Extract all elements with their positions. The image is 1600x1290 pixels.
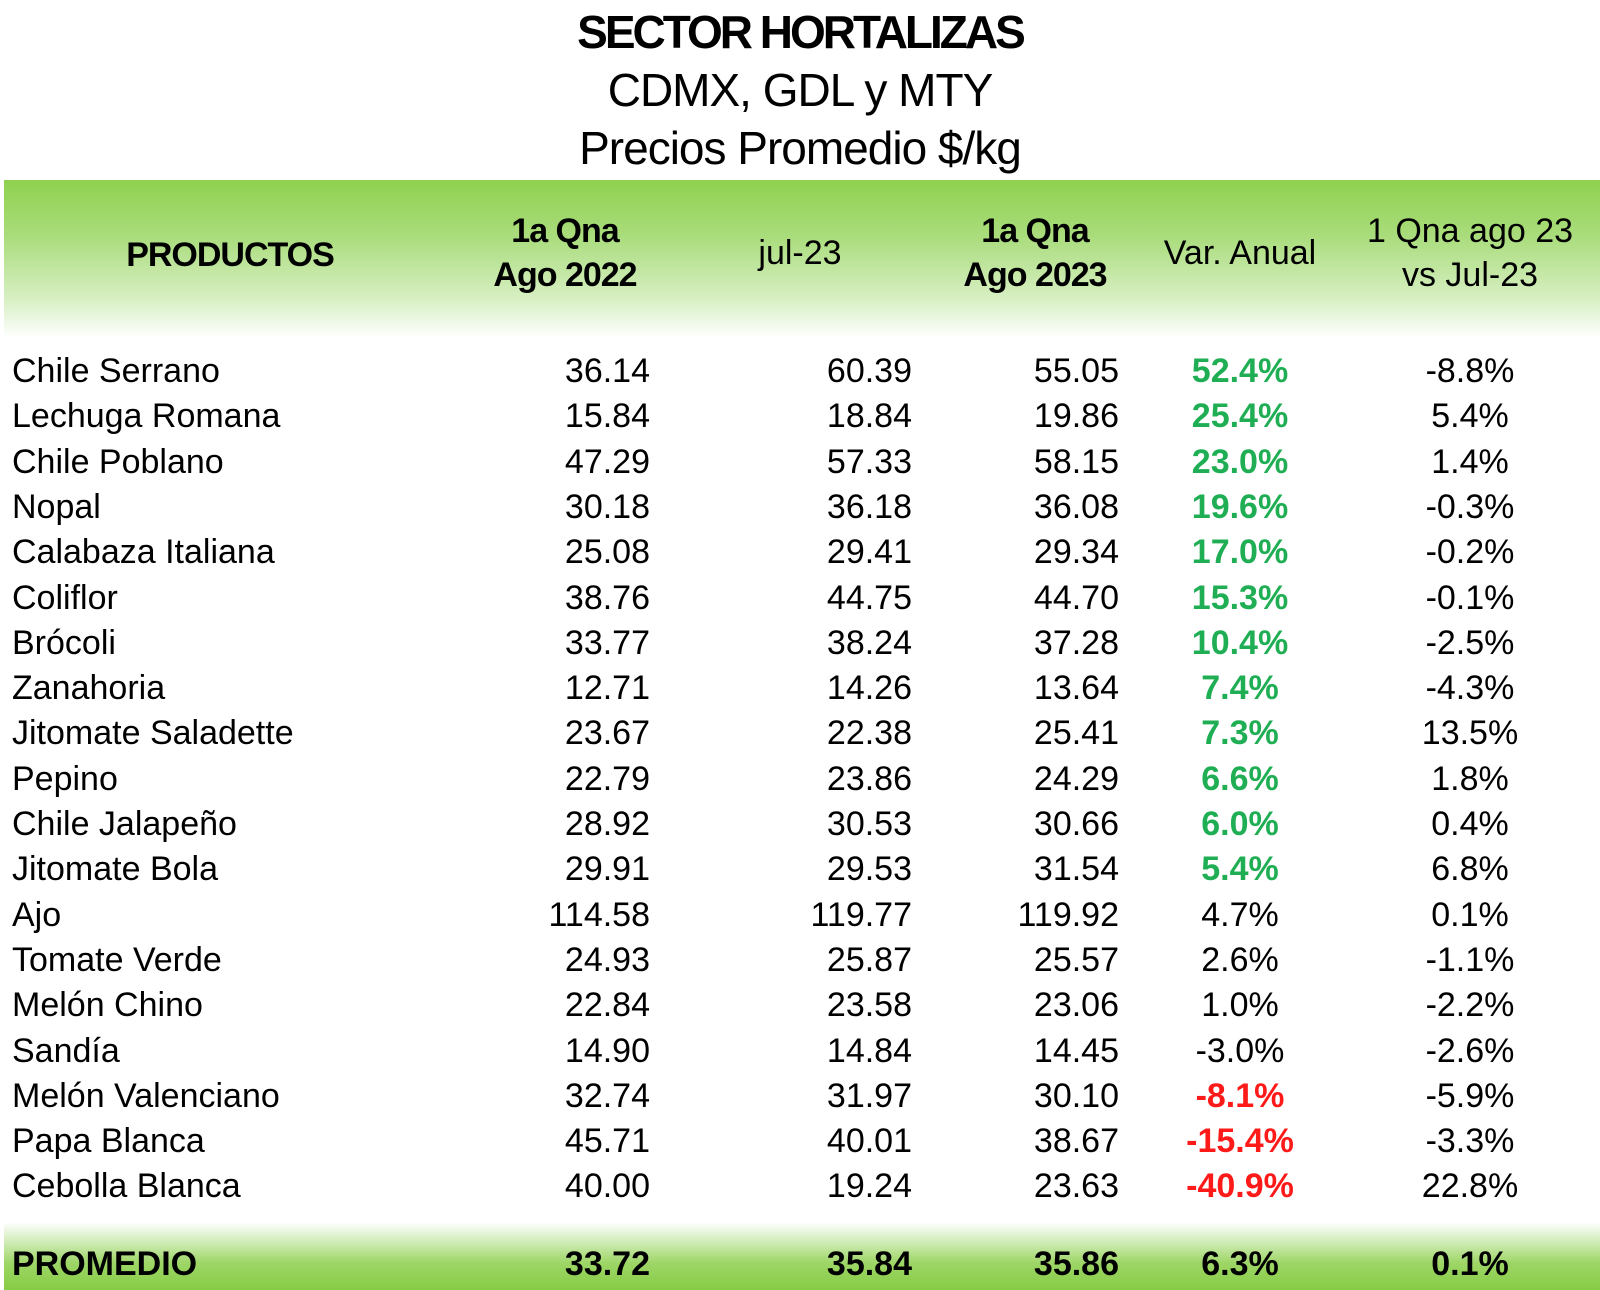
table-row bbox=[0, 1164, 1600, 1209]
header-col-vs-jul-line2: vs Jul-23 bbox=[1401, 256, 1539, 294]
price-ago2023: 24.29 bbox=[1033, 759, 1119, 798]
var-anual: 17.0% bbox=[1191, 533, 1289, 572]
product-name: Chile Poblano bbox=[12, 442, 224, 481]
price-ago2023: 14.45 bbox=[1033, 1031, 1119, 1070]
price-jul23: 30.53 bbox=[826, 805, 912, 843]
price-ago2023: 58.15 bbox=[1033, 442, 1119, 481]
price-jul23: 31.97 bbox=[826, 1076, 912, 1115]
header-col-ago2022-line1: 1a Qna bbox=[511, 212, 619, 250]
var-vs-jul: 22.8% bbox=[1421, 1167, 1519, 1206]
footer-label: PROMEDIO bbox=[12, 1245, 198, 1283]
price-jul23: 57.33 bbox=[826, 442, 912, 481]
product-name: Melón Valenciano bbox=[12, 1076, 280, 1115]
price-ago2023: 23.06 bbox=[1033, 986, 1119, 1025]
var-vs-jul: -2.2% bbox=[1425, 986, 1515, 1025]
var-anual: -8.1% bbox=[1195, 1076, 1285, 1115]
price-ago2022: 33.77 bbox=[564, 623, 650, 662]
var-vs-jul: 5.4% bbox=[1431, 397, 1509, 436]
title-cities: CDMX, GDL y MTY bbox=[607, 64, 993, 116]
header-col-ago2022-line2: Ago 2022 bbox=[493, 256, 637, 294]
header-col-var-anual: Var. Anual bbox=[1163, 234, 1317, 272]
price-ago2022: 40.00 bbox=[564, 1167, 650, 1206]
table-row bbox=[0, 349, 1600, 394]
price-jul23: 19.24 bbox=[826, 1167, 912, 1206]
var-anual: 6.0% bbox=[1201, 805, 1279, 843]
product-name: Jitomate Saladette bbox=[12, 714, 294, 753]
product-name: Zanahoria bbox=[12, 669, 166, 708]
price-ago2022: 22.79 bbox=[564, 759, 650, 798]
footer-ago2023: 35.86 bbox=[1033, 1245, 1119, 1283]
table-row bbox=[0, 530, 1600, 575]
product-name: Ajo bbox=[12, 895, 62, 934]
product-name: Chile Serrano bbox=[12, 352, 220, 390]
table-row bbox=[0, 576, 1600, 621]
product-name: Brócoli bbox=[12, 623, 116, 662]
footer-ago2022: 33.72 bbox=[564, 1245, 650, 1283]
var-anual: -15.4% bbox=[1186, 1122, 1294, 1161]
product-name: Lechuga Romana bbox=[12, 397, 281, 436]
var-vs-jul: 13.5% bbox=[1421, 714, 1519, 753]
var-vs-jul: -2.5% bbox=[1425, 623, 1515, 662]
var-anual: 25.4% bbox=[1191, 397, 1289, 436]
price-jul23: 60.39 bbox=[826, 352, 912, 390]
var-vs-jul: -3.3% bbox=[1425, 1122, 1515, 1161]
footer-jul23: 35.84 bbox=[826, 1245, 912, 1283]
table-row bbox=[0, 1074, 1600, 1119]
var-vs-jul: 1.8% bbox=[1431, 759, 1509, 798]
price-ago2023: 55.05 bbox=[1033, 352, 1119, 390]
price-ago2023: 31.54 bbox=[1033, 850, 1119, 889]
header-col-ago2023-line1: 1a Qna bbox=[981, 212, 1089, 250]
price-ago2023: 25.57 bbox=[1033, 940, 1119, 979]
product-name: Chile Jalapeño bbox=[12, 805, 237, 843]
price-ago2022: 114.58 bbox=[548, 895, 650, 934]
table-row bbox=[0, 666, 1600, 711]
table-row bbox=[0, 893, 1600, 938]
price-ago2023: 29.34 bbox=[1033, 533, 1119, 572]
header-productos: PRODUCTOS bbox=[126, 236, 334, 274]
header-col-jul23: jul-23 bbox=[758, 234, 842, 272]
var-anual: 23.0% bbox=[1191, 442, 1289, 481]
var-vs-jul: 0.4% bbox=[1431, 805, 1509, 843]
var-vs-jul: -1.1% bbox=[1425, 940, 1515, 979]
table-row bbox=[0, 757, 1600, 802]
var-anual: 10.4% bbox=[1191, 623, 1289, 662]
var-anual: 19.6% bbox=[1191, 487, 1289, 526]
price-jul23: 23.86 bbox=[826, 759, 912, 798]
product-name: Pepino bbox=[12, 759, 118, 798]
product-name: Calabaza Italiana bbox=[12, 533, 275, 572]
price-ago2022: 30.18 bbox=[564, 487, 650, 526]
var-vs-jul: -5.9% bbox=[1425, 1076, 1515, 1115]
table-footer-row bbox=[0, 1242, 1600, 1287]
price-ago2022: 28.92 bbox=[564, 805, 650, 843]
price-ago2022: 45.71 bbox=[564, 1122, 650, 1161]
price-jul23: 119.77 bbox=[810, 895, 912, 934]
product-name: Coliflor bbox=[12, 578, 118, 617]
var-anual: 52.4% bbox=[1191, 352, 1289, 390]
price-jul23: 29.53 bbox=[826, 850, 912, 889]
var-anual: 7.4% bbox=[1201, 669, 1279, 708]
var-anual: 1.0% bbox=[1201, 986, 1279, 1025]
price-ago2022: 15.84 bbox=[564, 397, 650, 436]
var-anual: -40.9% bbox=[1186, 1167, 1294, 1206]
price-ago2022: 29.91 bbox=[564, 850, 650, 889]
var-anual: 4.7% bbox=[1201, 895, 1279, 934]
price-jul23: 18.84 bbox=[826, 397, 912, 436]
header-col-vs-jul bbox=[1350, 209, 1590, 297]
title-units: Precios Promedio $/kg bbox=[579, 122, 1021, 174]
price-ago2022: 36.14 bbox=[564, 352, 650, 390]
table-row bbox=[0, 711, 1600, 756]
var-anual: -3.0% bbox=[1195, 1031, 1285, 1070]
price-ago2022: 12.71 bbox=[564, 669, 650, 708]
product-name: Nopal bbox=[12, 487, 101, 526]
table-row bbox=[0, 802, 1600, 847]
header-col-ago2023 bbox=[920, 209, 1150, 297]
table-row bbox=[0, 1119, 1600, 1164]
price-jul23: 25.87 bbox=[826, 940, 912, 979]
header-col-ago2022 bbox=[450, 209, 680, 297]
var-anual: 15.3% bbox=[1191, 578, 1289, 617]
title-sector: SECTOR HORTALIZAS bbox=[577, 6, 1023, 58]
price-ago2022: 14.90 bbox=[564, 1031, 650, 1070]
var-vs-jul: 1.4% bbox=[1431, 442, 1509, 481]
price-ago2023: 19.86 bbox=[1033, 397, 1119, 436]
price-jul23: 14.84 bbox=[826, 1031, 912, 1070]
price-jul23: 23.58 bbox=[826, 986, 912, 1025]
price-ago2023: 36.08 bbox=[1033, 487, 1119, 526]
table-row bbox=[0, 1029, 1600, 1074]
price-ago2022: 25.08 bbox=[564, 533, 650, 572]
var-vs-jul: -8.8% bbox=[1425, 352, 1515, 390]
var-vs-jul: -0.1% bbox=[1425, 578, 1515, 617]
var-vs-jul: -2.6% bbox=[1425, 1031, 1515, 1070]
price-jul23: 29.41 bbox=[826, 533, 912, 572]
price-ago2022: 22.84 bbox=[564, 986, 650, 1025]
table-row bbox=[0, 621, 1600, 666]
footer-vs: 0.1% bbox=[1431, 1245, 1509, 1283]
table-row bbox=[0, 938, 1600, 983]
price-ago2023: 44.70 bbox=[1033, 578, 1119, 617]
product-name: Jitomate Bola bbox=[12, 850, 218, 889]
price-ago2023: 38.67 bbox=[1033, 1122, 1119, 1161]
var-vs-jul: -0.2% bbox=[1425, 533, 1515, 572]
price-ago2022: 24.93 bbox=[564, 940, 650, 979]
price-ago2023: 23.63 bbox=[1033, 1167, 1119, 1206]
price-jul23: 22.38 bbox=[826, 714, 912, 753]
price-ago2022: 32.74 bbox=[564, 1076, 650, 1115]
table-row bbox=[0, 440, 1600, 485]
price-jul23: 14.26 bbox=[826, 669, 912, 708]
price-ago2023: 119.92 bbox=[1017, 895, 1119, 934]
product-name: Tomate Verde bbox=[12, 940, 222, 979]
footer-var: 6.3% bbox=[1201, 1245, 1279, 1283]
price-ago2022: 47.29 bbox=[564, 442, 650, 481]
price-ago2023: 25.41 bbox=[1033, 714, 1119, 753]
price-ago2023: 13.64 bbox=[1033, 669, 1119, 708]
price-ago2023: 37.28 bbox=[1033, 623, 1119, 662]
product-name: Cebolla Blanca bbox=[12, 1167, 241, 1206]
price-jul23: 44.75 bbox=[826, 578, 912, 617]
price-jul23: 36.18 bbox=[826, 487, 912, 526]
var-vs-jul: 0.1% bbox=[1431, 895, 1509, 934]
var-anual: 2.6% bbox=[1201, 940, 1279, 979]
var-anual: 5.4% bbox=[1201, 850, 1279, 889]
table-row bbox=[0, 394, 1600, 439]
price-ago2022: 38.76 bbox=[564, 578, 650, 617]
product-name: Melón Chino bbox=[12, 986, 203, 1025]
table-row bbox=[0, 485, 1600, 530]
price-ago2023: 30.10 bbox=[1033, 1076, 1119, 1115]
table-row bbox=[0, 983, 1600, 1028]
price-jul23: 38.24 bbox=[826, 623, 912, 662]
price-ago2022: 23.67 bbox=[564, 714, 650, 753]
var-anual: 6.6% bbox=[1201, 759, 1279, 798]
var-vs-jul: -0.3% bbox=[1425, 487, 1515, 526]
var-anual: 7.3% bbox=[1201, 714, 1279, 753]
product-name: Sandía bbox=[12, 1031, 120, 1070]
var-vs-jul: -4.3% bbox=[1425, 669, 1515, 708]
var-vs-jul: 6.8% bbox=[1431, 850, 1509, 889]
header-col-ago2023-line2: Ago 2023 bbox=[963, 256, 1107, 294]
price-jul23: 40.01 bbox=[826, 1122, 912, 1161]
table-row bbox=[0, 847, 1600, 892]
header-col-vs-jul-line1: 1 Qna ago 23 bbox=[1366, 212, 1574, 250]
price-ago2023: 30.66 bbox=[1033, 805, 1119, 843]
product-name: Papa Blanca bbox=[12, 1122, 205, 1161]
